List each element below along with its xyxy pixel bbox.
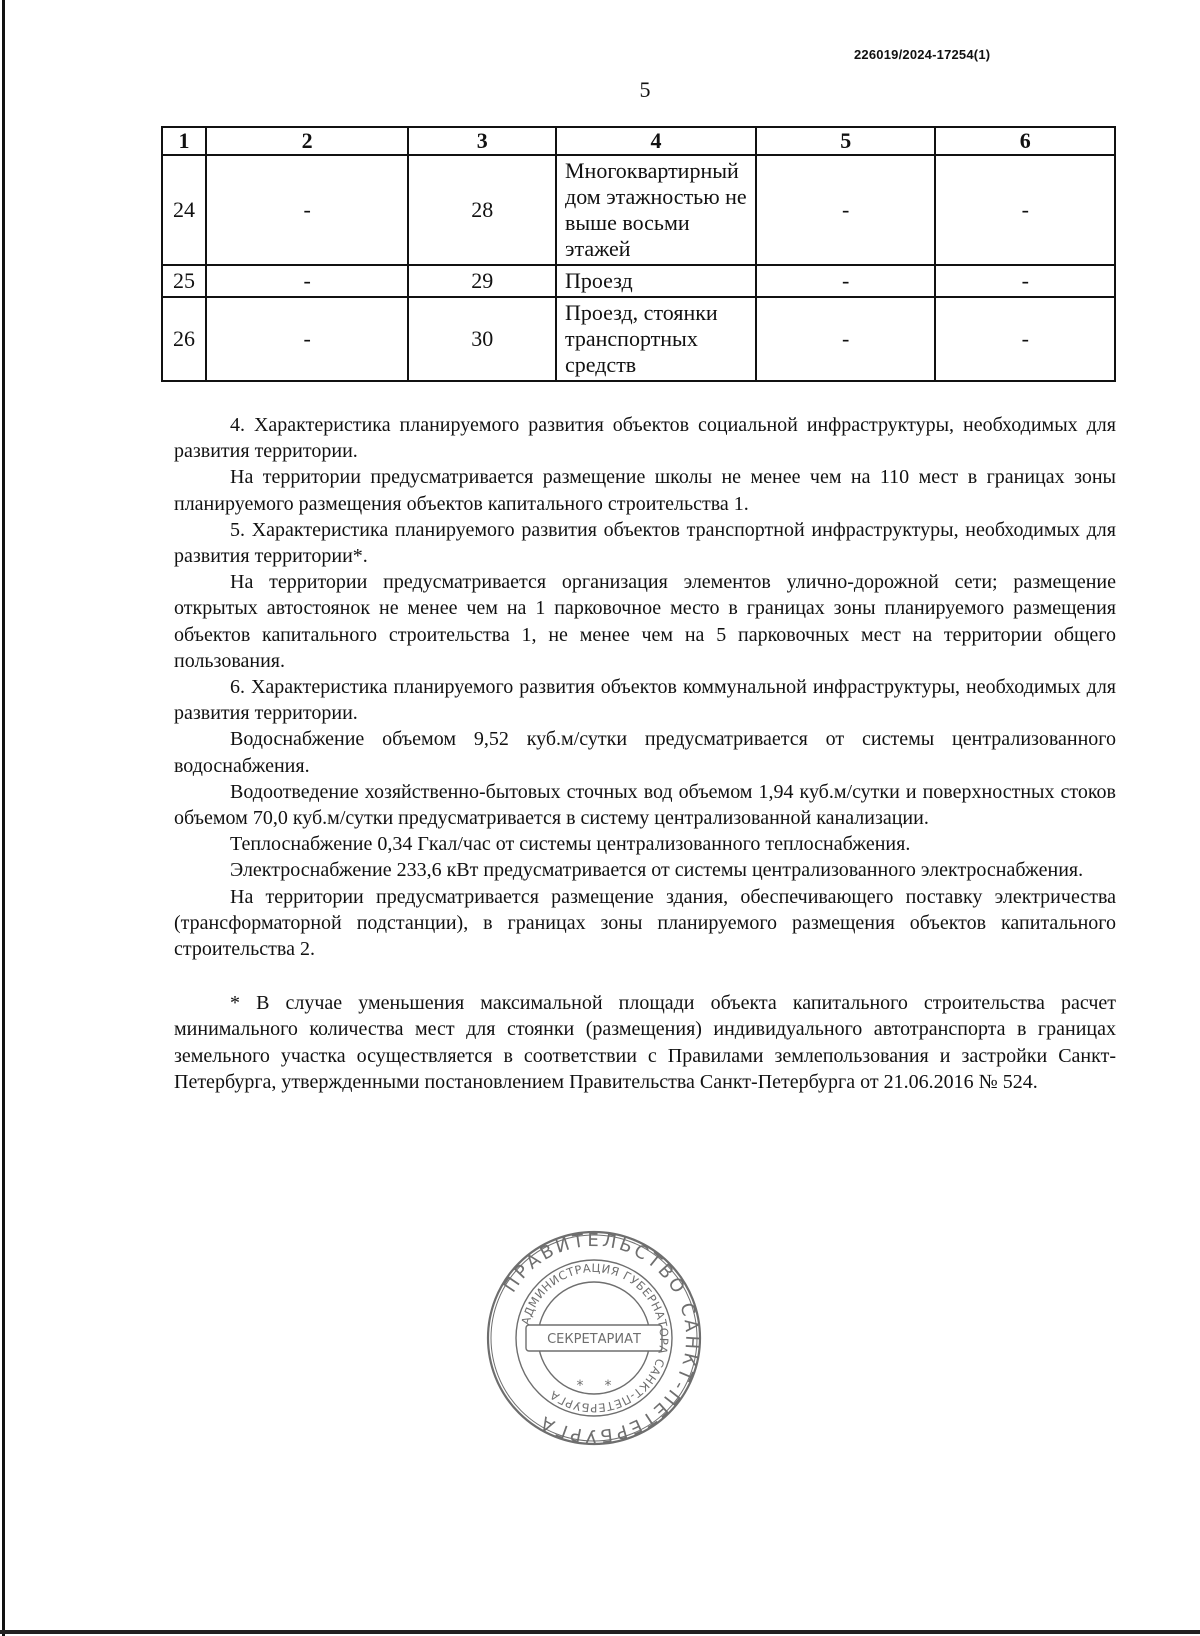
paragraph-substation: На территории предусматривается размещение здания, обеспечивающего поставку электричества (трансформаторной подстанции), в границах зоны планируемого размещения объектов капитального строительства 2. — [174, 885, 1116, 961]
table-cell: - — [756, 297, 936, 381]
scan-left-edge — [2, 0, 5, 1636]
paragraph: На территории предусматривается размещение школы не менее чем на 110 мест в границах зоны планируемого размещения объектов капитального строительства 1. — [174, 466, 1116, 515]
stamp-inner-text: АДМИНИСТРАЦИЯ ГУБЕРНАТОРА САНКТ-ПЕТЕРБУРГА — [518, 1260, 672, 1416]
document-body — [174, 412, 1116, 1095]
table-cell: - — [935, 265, 1115, 297]
table-header-cell: 5 — [756, 127, 936, 155]
table-cell: - — [935, 155, 1115, 265]
table-header-cell: 4 — [556, 127, 756, 155]
paragraph-heat-supply: Теплоснабжение 0,34 Гкал/час от системы централизованного теплоснабжения. — [230, 833, 911, 856]
table-header-cell: 1 — [162, 127, 206, 155]
paragraph-water-supply: Водоснабжение объемом 9,52 куб.м/сутки предусматривается от системы централизованного водоснабжения. — [174, 728, 1116, 777]
table-header-row — [162, 127, 1115, 155]
table-cell: - — [935, 297, 1115, 381]
table-cell: 29 — [408, 265, 556, 297]
stamp-star-icon: * — [604, 1378, 612, 1394]
table-cell: Многоквартирный дом этажностью не выше восьми этажей — [556, 155, 756, 265]
table-cell: 26 — [162, 297, 206, 381]
paragraph-drainage: Водоотведение хозяйственно-бытовых сточных вод объемом 1,94 куб.м/сутки и поверхностных стоков объемом 70,0 куб.м/сутки предусматривается в систему централизованной канализации. — [174, 780, 1116, 830]
paragraph: На территории предусматривается организация элементов улично-дорожной сети; размещение открытых автостоянок не менее чем на 1 парковочное место в границах зоны планируемого размещения объектов капитального строительства 1, не менее чем на 5 парковочных мест на территории общего пользования. — [174, 571, 1116, 672]
table-row — [162, 297, 1115, 381]
table-cell: 28 — [408, 155, 556, 265]
table-cell: - — [206, 265, 408, 297]
stamp-star-icon: * — [576, 1378, 584, 1394]
stamp-center-text: СЕКРЕТАРИАТ — [547, 1332, 641, 1347]
registration-number: 226019/2024-17254(1) — [854, 47, 991, 62]
table-cell: 24 — [162, 155, 206, 265]
scan-bottom-edge — [0, 1630, 1200, 1634]
stamp-outer-text: ПРАВИТЕЛЬСТВО САНКТ-ПЕТЕРБУРГА — [499, 1229, 703, 1447]
paragraph-power-supply: Электроснабжение 233,6 кВт предусматривается от системы централизованного электроснабжения. — [230, 859, 1084, 882]
table-header-cell: 3 — [408, 127, 556, 155]
table-header-cell: 2 — [206, 127, 408, 155]
table-cell: - — [756, 155, 936, 265]
table-row — [162, 265, 1115, 297]
table-cell: - — [206, 297, 408, 381]
table-cell: 25 — [162, 265, 206, 297]
page-number: 5 — [639, 77, 651, 102]
footnote: * В случае уменьшения максимальной площади объекта капитального строительства расчет минимального количества мест для стоянки (размещения) индивидуального автотранспорта в границах земельного участка осуществляется в соответствии с Правилами землепользования и застройки Санкт-Петербурга, утвержденными постановлением Правительства Санкт-Петербурга от 21.06.2016 № 524. — [174, 992, 1116, 1093]
table-cell: - — [206, 155, 408, 265]
table-row — [162, 155, 1115, 265]
section-heading-utility-infrastructure: 6. Характеристика планируемого развития объектов коммунальной инфраструктуры, необходимых для развития территории. — [174, 676, 1116, 725]
table-cell: 30 — [408, 297, 556, 381]
table-cell: - — [756, 265, 936, 297]
section-heading-transport-infrastructure: 5. Характеристика планируемого развития объектов транспортной инфраструктуры, необходимых для развития территории*. — [174, 518, 1116, 568]
table-cell: Проезд, стоянки транспортных средств — [556, 297, 756, 381]
territory-objects-table — [161, 126, 1116, 382]
table-header-cell: 6 — [935, 127, 1115, 155]
secretariat-stamp — [484, 1228, 704, 1448]
section-heading-social-infrastructure: 4. Характеристика планируемого развития объектов социальной инфраструктуры, необходимых для развития территории. — [174, 414, 1116, 463]
table-cell: Проезд — [556, 265, 756, 297]
